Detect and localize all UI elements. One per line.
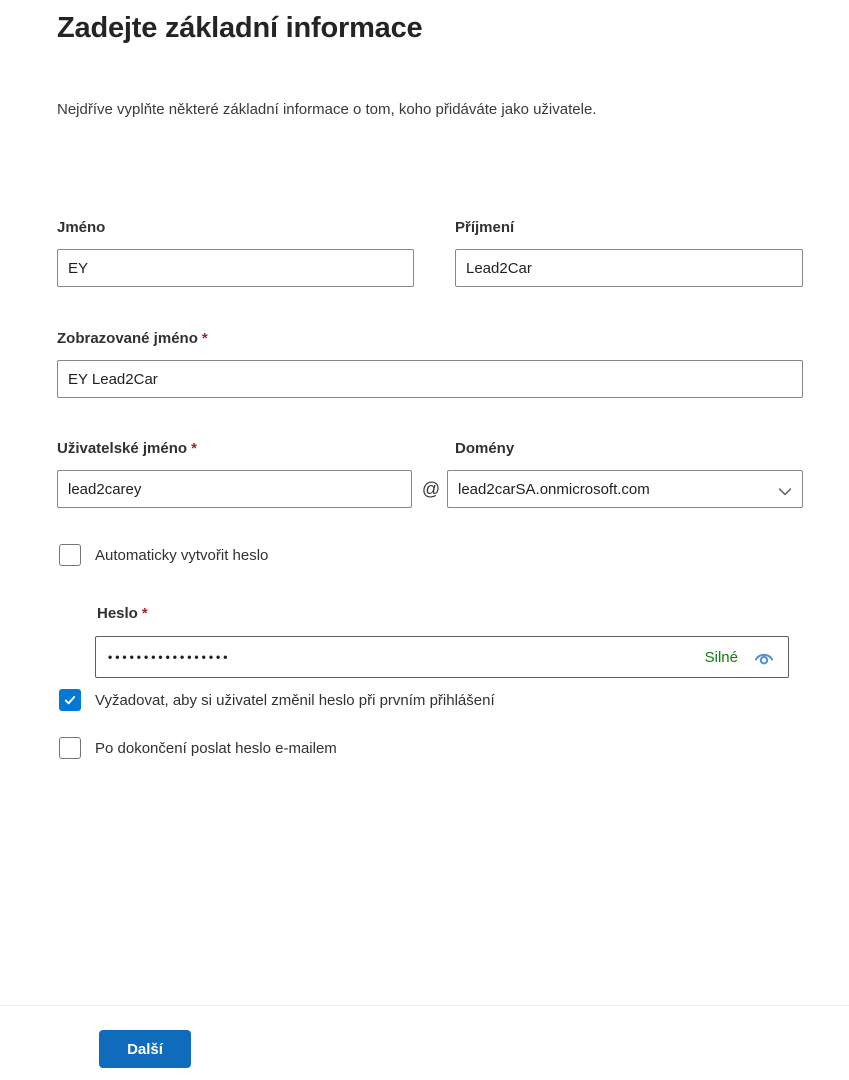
page-subtitle: Nejdříve vyplňte některé základní informace o tom, koho přidáváte jako uživatele. — [57, 101, 597, 118]
password-masked-value: ••••••••••••••••• — [108, 650, 231, 664]
at-symbol: @ — [421, 478, 441, 499]
password-label — [97, 605, 148, 622]
domain-label — [455, 440, 514, 457]
required-asterisk: * — [201, 330, 208, 347]
username-label-text: Uživatelské jméno — [57, 440, 188, 457]
password-strength-badge: Silné — [704, 648, 738, 666]
reveal-password-eye-icon[interactable] — [752, 647, 776, 667]
display-name-label — [57, 330, 208, 347]
first-name-input[interactable] — [57, 249, 414, 287]
username-input[interactable] — [57, 470, 412, 508]
page-title: Zadejte základní informace — [57, 12, 423, 44]
required-asterisk: * — [191, 440, 197, 457]
domain-label-text: Domény — [455, 440, 515, 457]
require-change-checkbox[interactable] — [59, 689, 81, 711]
auto-password-label: Automaticky vytvořit heslo — [95, 546, 269, 564]
password-field[interactable] — [95, 636, 789, 678]
chevron-down-icon — [778, 484, 792, 494]
last-name-input[interactable] — [455, 249, 803, 287]
username-label — [57, 440, 197, 457]
last-name-label — [455, 219, 514, 236]
require-change-label: Vyžadovat, aby si uživatel změnil heslo při prvním přihlášení — [95, 691, 495, 709]
send-email-label: Po dokončení poslat heslo e-mailem — [95, 739, 337, 757]
last-name-label-text: Příjmení — [455, 219, 515, 236]
require-change-row — [59, 689, 495, 711]
next-button[interactable]: Další — [99, 1030, 191, 1068]
footer-divider — [0, 1005, 849, 1006]
auto-password-row — [59, 544, 268, 566]
first-name-label-text: Jméno — [57, 219, 106, 236]
send-email-checkbox[interactable] — [59, 737, 81, 759]
first-name-label — [57, 219, 105, 236]
domain-select[interactable] — [447, 470, 803, 508]
display-name-input[interactable] — [57, 360, 803, 398]
domain-selected-value: lead2carSA.onmicrosoft.com — [458, 480, 650, 498]
required-asterisk: * — [141, 605, 148, 622]
password-label-text: Heslo — [97, 605, 138, 622]
display-name-label-text: Zobrazované jméno — [57, 330, 198, 347]
auto-password-checkbox[interactable] — [59, 544, 81, 566]
send-email-row — [59, 737, 337, 759]
